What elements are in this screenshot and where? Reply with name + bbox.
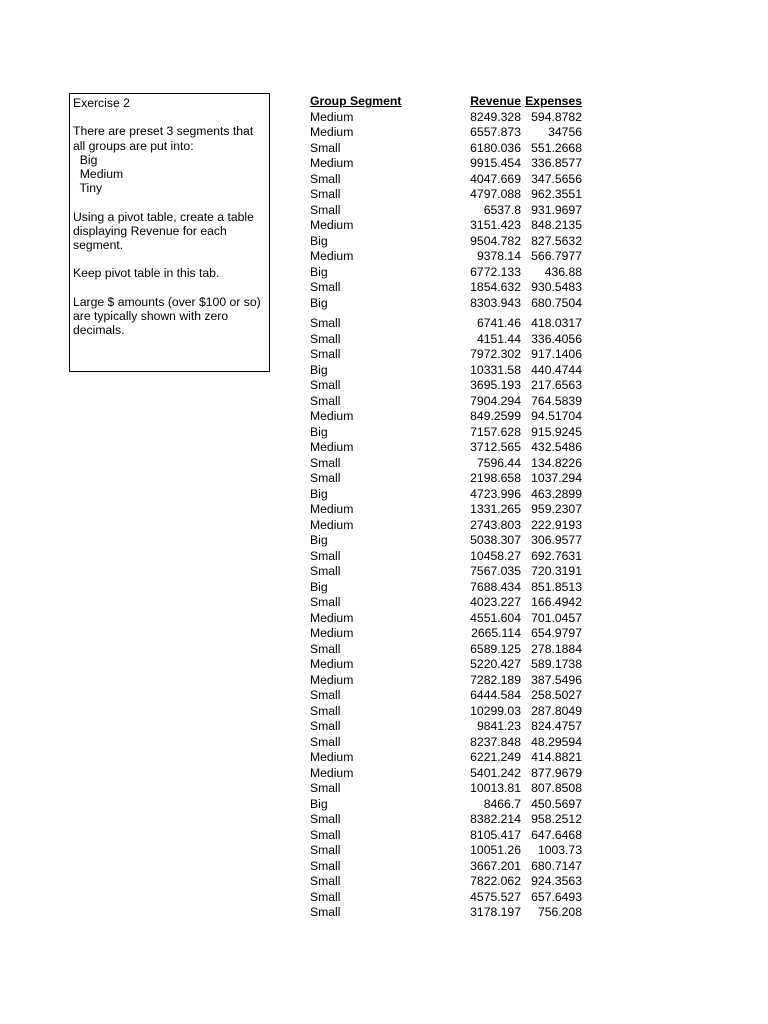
cell-group-segment: Small	[310, 187, 341, 201]
cell-revenue: 4047.669	[470, 171, 521, 186]
cell-revenue: 7822.062	[470, 874, 521, 888]
cell-revenue: 4023.227	[470, 595, 521, 609]
instruction-line: Large $ amounts (over $100 or so)	[73, 294, 261, 309]
cell-expenses: 48.29594	[531, 734, 582, 749]
cell-revenue: 1331.265	[470, 502, 521, 516]
table-row	[310, 156, 586, 172]
cell-group-segment: Small	[310, 641, 341, 656]
cell-revenue: 5038.307	[470, 533, 521, 547]
cell-expenses: 848.2135	[531, 218, 582, 232]
table-header-row	[310, 94, 586, 110]
cell-expenses: 589.1738	[531, 657, 582, 671]
cell-revenue: 6741.46	[476, 316, 521, 330]
cell-expenses: 1037.294	[531, 471, 582, 485]
table-row	[310, 332, 586, 348]
table-row	[310, 456, 586, 472]
cell-group-segment: Small	[310, 905, 341, 919]
cell-expenses: 336.8577	[531, 156, 582, 170]
table-row	[310, 688, 586, 704]
table-row	[310, 487, 586, 503]
cell-revenue: 6221.249	[470, 750, 521, 764]
cell-group-segment: Small	[310, 171, 341, 186]
cell-group-segment: Small	[310, 548, 341, 563]
cell-revenue: 9841.23	[476, 719, 521, 733]
cell-expenses: 278.1884	[531, 641, 582, 656]
table-row	[310, 611, 586, 627]
instruction-line: Medium	[73, 167, 124, 181]
table-row	[310, 890, 586, 906]
cell-revenue: 2743.803	[470, 517, 521, 532]
cell-revenue: 4797.088	[470, 187, 521, 201]
cell-group-segment: Small	[310, 471, 341, 485]
table-row	[310, 296, 586, 312]
cell-group-segment: Small	[310, 734, 341, 749]
instruction-line: Using a pivot table, create a table	[73, 209, 254, 224]
cell-group-segment: Small	[310, 347, 341, 361]
cell-revenue: 10013.81	[470, 781, 521, 795]
cell-group-segment: Big	[310, 264, 328, 279]
table-row	[310, 363, 586, 379]
table-row	[310, 110, 586, 126]
table-row	[310, 750, 586, 766]
cell-expenses: 418.0317	[531, 316, 582, 330]
table-row	[310, 378, 586, 394]
table-row	[310, 766, 586, 782]
cell-group-segment: Medium	[310, 626, 354, 640]
cell-group-segment: Medium	[310, 218, 354, 232]
cell-expenses: 917.1406	[531, 347, 582, 361]
instruction-line: all groups are put into:	[73, 138, 194, 153]
cell-revenue: 7567.035	[470, 564, 521, 578]
cell-group-segment: Small	[310, 781, 341, 795]
cell-revenue: 7904.294	[470, 393, 521, 408]
instruction-line: Keep pivot table in this tab.	[73, 266, 220, 281]
table-row	[310, 595, 586, 611]
cell-expenses: 930.5483	[531, 280, 582, 294]
cell-expenses: 959.2307	[531, 502, 582, 516]
table-row	[310, 502, 586, 518]
cell-expenses: 217.6563	[531, 378, 582, 392]
cell-revenue: 3712.565	[470, 440, 521, 454]
cell-expenses: 962.3551	[531, 187, 582, 201]
table-row	[310, 843, 586, 859]
table-row	[310, 280, 586, 296]
cell-expenses: 551.2668	[531, 140, 582, 155]
cell-expenses: 463.2899	[531, 486, 582, 501]
table-row	[310, 265, 586, 281]
cell-group-segment: Medium	[310, 672, 354, 687]
cell-expenses: 94.51704	[531, 409, 582, 423]
table-row	[310, 394, 586, 410]
table-row	[310, 797, 586, 813]
cell-group-segment: Small	[310, 331, 341, 346]
table-row	[310, 471, 586, 487]
table-row	[310, 203, 586, 219]
table-row	[310, 409, 586, 425]
cell-revenue: 8466.7	[483, 796, 521, 811]
cell-revenue: 5220.427	[470, 657, 521, 671]
cell-expenses: 654.9797	[531, 626, 582, 640]
cell-revenue: 9504.782	[470, 233, 521, 248]
cell-group-segment: Small	[310, 843, 341, 857]
table-row	[310, 781, 586, 797]
cell-group-segment: Small	[310, 140, 341, 155]
cell-revenue: 1854.632	[470, 280, 521, 294]
table-row	[310, 564, 586, 580]
cell-expenses: 647.6468	[531, 827, 582, 842]
instruction-line	[73, 110, 266, 124]
cell-expenses: 432.5486	[531, 440, 582, 454]
cell-expenses: 436.88	[544, 264, 582, 279]
cell-group-segment: Small	[310, 703, 341, 718]
table-row	[310, 234, 586, 250]
cell-expenses: 877.9679	[531, 765, 582, 780]
cell-group-segment: Big	[310, 233, 328, 248]
table-row	[310, 125, 586, 141]
instruction-line: decimals.	[73, 323, 125, 338]
instruction-line: Exercise 2	[73, 96, 130, 110]
cell-group-segment: Small	[310, 455, 341, 470]
cell-revenue: 2198.658	[470, 471, 521, 485]
cell-expenses: 450.5697	[531, 796, 582, 811]
instruction-line	[73, 252, 266, 266]
table-row	[310, 657, 586, 673]
instruction-line	[73, 281, 266, 295]
cell-revenue: 7688.434	[470, 579, 521, 594]
cell-revenue: 10458.27	[470, 548, 521, 563]
table-row	[310, 719, 586, 735]
cell-expenses: 680.7504	[531, 295, 582, 310]
cell-revenue: 10331.58	[470, 362, 521, 377]
cell-group-segment: Small	[310, 889, 341, 904]
table-row	[310, 518, 586, 534]
cell-revenue: 4575.527	[470, 889, 521, 904]
segment-data-table	[310, 94, 586, 921]
exercise-instructions-box	[69, 93, 270, 372]
cell-group-segment: Small	[310, 202, 341, 217]
cell-group-segment: Medium	[310, 765, 354, 780]
cell-revenue: 9378.14	[476, 249, 521, 263]
table-row	[310, 673, 586, 689]
cell-expenses: 720.3191	[531, 564, 582, 578]
cell-group-segment: Medium	[310, 125, 354, 139]
table-row	[310, 141, 586, 157]
cell-group-segment: Big	[310, 362, 328, 377]
cell-group-segment: Small	[310, 858, 341, 873]
cell-expenses: 924.3563	[531, 874, 582, 888]
cell-revenue: 6537.8	[483, 202, 521, 217]
table-row	[310, 828, 586, 844]
cell-revenue: 4551.604	[470, 610, 521, 625]
table-row	[310, 905, 586, 921]
table-row	[310, 735, 586, 751]
table-row	[310, 172, 586, 188]
cell-revenue: 6589.125	[470, 641, 521, 656]
cell-group-segment: Big	[310, 533, 328, 547]
table-row	[310, 316, 586, 332]
cell-expenses: 824.4757	[531, 719, 582, 733]
cell-group-segment: Medium	[310, 156, 354, 170]
table-row	[310, 347, 586, 363]
table-row	[310, 425, 586, 441]
cell-group-segment: Small	[310, 827, 341, 842]
cell-group-segment: Big	[310, 424, 328, 439]
cell-expenses: 134.8226	[531, 455, 582, 470]
cell-group-segment: Small	[310, 378, 341, 392]
cell-group-segment: Small	[310, 595, 341, 609]
cell-expenses: 566.7977	[531, 249, 582, 263]
cell-expenses: 931.9697	[531, 202, 582, 217]
table-row	[310, 533, 586, 549]
table-row	[310, 704, 586, 720]
cell-revenue: 7282.189	[470, 672, 521, 687]
cell-expenses: 387.5496	[531, 672, 582, 687]
cell-group-segment: Big	[310, 796, 328, 811]
table-row	[310, 580, 586, 596]
cell-group-segment: Medium	[310, 502, 354, 516]
cell-group-segment: Medium	[310, 109, 354, 124]
cell-revenue: 9915.454	[470, 156, 521, 170]
cell-group-segment: Small	[310, 688, 341, 702]
cell-revenue: 3151.423	[470, 218, 521, 232]
cell-group-segment: Medium	[310, 750, 354, 764]
cell-group-segment: Small	[310, 564, 341, 578]
cell-group-segment: Small	[310, 393, 341, 408]
table-row	[310, 218, 586, 234]
cell-expenses: 306.9577	[531, 533, 582, 547]
cell-group-segment: Big	[310, 295, 328, 310]
cell-expenses: 827.5632	[531, 233, 582, 248]
cell-group-segment: Medium	[310, 409, 354, 423]
cell-expenses: 414.8821	[531, 750, 582, 764]
cell-revenue: 2665.114	[471, 626, 521, 640]
cell-revenue: 849.2599	[470, 409, 521, 423]
instruction-line	[73, 195, 266, 209]
instruction-line: segment.	[73, 238, 124, 252]
cell-revenue: 8303.943	[470, 295, 521, 310]
cell-group-segment: Big	[310, 486, 328, 501]
cell-revenue: 6180.036	[470, 140, 521, 155]
header-group-segment: Group Segment	[310, 94, 402, 108]
cell-revenue: 8105.417	[470, 827, 521, 842]
header-revenue: Revenue	[470, 94, 521, 108]
cell-revenue: 6557.873	[470, 125, 521, 139]
cell-group-segment: Small	[310, 874, 341, 888]
cell-revenue: 8237.848	[470, 734, 521, 749]
cell-group-segment: Small	[310, 316, 341, 330]
cell-group-segment: Medium	[310, 657, 354, 671]
table-row	[310, 874, 586, 890]
cell-expenses: 692.7631	[531, 548, 582, 563]
cell-expenses: 764.5839	[531, 393, 582, 408]
cell-group-segment: Medium	[310, 440, 354, 454]
cell-revenue: 4723.996	[470, 486, 521, 501]
cell-expenses: 807.8508	[531, 781, 582, 795]
table-row	[310, 549, 586, 565]
cell-revenue: 3178.197	[470, 905, 521, 919]
cell-expenses: 166.4942	[531, 595, 582, 609]
instruction-line: displaying Revenue for each	[73, 223, 227, 238]
cell-expenses: 258.5027	[531, 688, 582, 702]
cell-expenses: 657.6493	[531, 889, 582, 904]
cell-revenue: 3667.201	[470, 858, 521, 873]
cell-revenue: 4151.44	[476, 331, 521, 346]
table-body	[310, 110, 586, 921]
cell-expenses: 594.8782	[531, 109, 582, 124]
cell-expenses: 1003.73	[537, 843, 582, 857]
table-row	[310, 812, 586, 828]
table-row	[310, 642, 586, 658]
cell-expenses: 347.5656	[531, 171, 582, 186]
cell-revenue: 10051.26	[470, 843, 521, 857]
instruction-line: Tiny	[73, 181, 103, 196]
cell-group-segment: Small	[310, 280, 341, 294]
cell-revenue: 6444.584	[470, 688, 521, 702]
cell-revenue: 7972.302	[470, 347, 521, 361]
cell-group-segment: Small	[310, 719, 341, 733]
cell-revenue: 5401.242	[470, 765, 521, 780]
instruction-line: are typically shown with zero	[73, 308, 229, 323]
cell-group-segment: Medium	[310, 249, 354, 263]
cell-revenue: 7596.44	[476, 455, 521, 470]
cell-revenue: 6772.133	[470, 264, 521, 279]
header-expenses: Expenses	[525, 94, 582, 108]
cell-revenue: 7157.628	[470, 424, 521, 439]
table-row	[310, 859, 586, 875]
cell-revenue: 8249.328	[470, 109, 521, 124]
cell-revenue: 8382.214	[470, 812, 521, 826]
cell-expenses: 851.8513	[531, 579, 582, 594]
cell-expenses: 680.7147	[531, 858, 582, 873]
cell-expenses: 958.2512	[531, 812, 582, 826]
cell-group-segment: Big	[310, 579, 328, 594]
cell-revenue: 3695.193	[470, 378, 521, 392]
cell-expenses: 915.9245	[531, 424, 582, 439]
cell-expenses: 701.0457	[531, 610, 582, 625]
cell-expenses: 336.4056	[531, 331, 582, 346]
table-row	[310, 626, 586, 642]
instruction-line: There are preset 3 segments that	[73, 124, 254, 139]
cell-expenses: 34756	[548, 125, 582, 139]
instruction-line: Big	[73, 152, 98, 167]
cell-group-segment: Small	[310, 812, 341, 826]
cell-revenue: 10299.03	[470, 703, 521, 718]
cell-expenses: 287.8049	[531, 703, 582, 718]
cell-expenses: 440.4744	[531, 362, 582, 377]
table-row	[310, 440, 586, 456]
cell-expenses: 222.9193	[531, 517, 582, 532]
table-row	[310, 249, 586, 265]
cell-group-segment: Medium	[310, 610, 354, 625]
cell-expenses: 756.208	[537, 905, 582, 919]
cell-group-segment: Medium	[310, 517, 354, 532]
table-row	[310, 187, 586, 203]
